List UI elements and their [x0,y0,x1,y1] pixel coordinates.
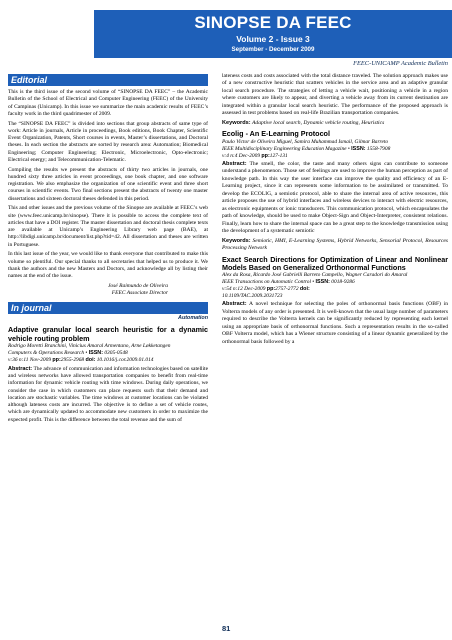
article-abstract: Abstract: The smell, the color, the taste and many others signs can contribute to someone understand a phenomenon. Those set of feelings are used to improve the human perception as part of knowledge path. In this way the user interface can improve the quality and efficiency of an E-Learning project, since it can represents some information to be assimilated or transmitted. To develop the ECOLIG, a semiotic protocol, able to share the internal area of active resources, this article proposes the use of hybrid interfaces and wireless devices to interact with electric resources, as electronic equipments or ionic transducers. This communication protocol, which encapsulates the path of knowledge, should be used to make Object-Sign and Object-Interpreter, consistent relations. Finally, learn how to share the internal space can be a great step to the knowledge transmission using the development of a systematic semiotic [222,160,448,235]
left-column [8,74,208,426]
article-volume: v:54 n:12 Dec-2009 pp:2757-2772 doi: [222,286,310,293]
header-banner [94,10,452,58]
article-title: Exact Search Directions for Optimization of Linear and Nonlinear Models Based on Generalized Orthonormal Functions [222,254,448,272]
editorial-paragraph: The “SINOPSE DA FEEC” is divided into sections that group abstracts of same type of work: Article in journals, Article in proceedings, Book editions, Book Chapter, Scientific Event Organization, Patents, Short courses in events, Master’s dissertations, and Doctoral theses. In each section the abstracts are sorted by research area: Automation; Biomedical Engineering; Computer Engineering; Electronic, Microelectronic, Opto-electronic; Electrical energy; and Telecommunication-Telematic. [8,120,208,163]
abstract-continued: lateness costs and costs associated with the total distance traveled. The solution approach makes use of a new constructive heuristic that scatters vehicles in the service area and an adaptive granular local search procedure. The strategies of letting a vehicle wait, positioning a vehicle in a region where customers are likely to appear, and diverting a vehicle away from its current destination are integrated within a granular local search heuristic. The performance of the proposed approach is assessed in test problems based on real-life Brazilian transportation companies. [222,73,448,117]
issue-date: September - December 2009 [231,46,315,53]
bulletin-subtitle: FEEC-UNICAMP Academic Bulletin [353,60,448,67]
bulletin-title: SINOPSE DA FEEC [194,13,352,32]
article-source: IEEE Transactions on Automatic Control • ISSN: 0018-9286 [222,279,355,286]
editorial-heading: Editorial [8,74,208,86]
article-authors: Rodrigo Moretti Branchini, Vinicius Amaral Armentano, Arne Løkketangen [8,342,171,349]
article-source: Computers & Operations Research • ISSN: 0305-0548 [8,349,128,356]
volume-issue: Volume 2 - Issue 3 [236,34,310,44]
in-journal-heading: In journal [8,302,208,314]
article-abstract: Abstract: The advance of communication and information technologies based on satellite and wireless networks have allowed transportation companies to benefit from real-time information for dynamic vehicle routing with time windows. During daily operations, we consider the case in which customers can place requests such that their demand and location are stochastic variables. The time windows at customer locations can be violated although lateness costs are incurred. The objective is to define a set of vehicle routes, which are dynamically updated to accommodate new customers in order to maximize the expected profit. This is the difference between the total revenue and the sum of [8,365,209,423]
doi-link[interactable]: 10.1109/TAC.2009.2031723 [222,293,283,300]
article-volume: v:4 n:4 Dec-2009 pp:127-131 [222,152,288,159]
article-abstract: Abstract: A novel technique for selecting the poles of orthonormal basis functions (OBF) in Volterra models of any order is presented. It is well-known that the usual large number of parameters required to describe the Volterra kernels can be significantly reduced by representing each kernel using an appropriate basis of orthonormal functions. Such a representation results in the so-called OBF Volterra model, which has a Wiener structure consisting of a linear dynamic generalized by the orthonormal basis followed by a [222,301,448,345]
article-authors: Alex da Rosa, Ricardo José Gabrielli Barreto Campello, Wagner Caradori do Amaral [222,272,408,279]
doi-link[interactable]: 10.1016/j.cor.2009.01.014 [96,356,154,363]
article-title: Ecolig - An E-Learning Protocol [222,129,330,139]
signature-role: FEEC Associate Director [111,290,168,296]
editorial-paragraph: Compiling the results we present the abstracts of thirty two articles in journals, one hundred sixty three articles in event proceedings, one book chapter, and one software registration. We also emphasize the organization of one scientific event and three short courses in scientific events. Two final sections present the abstracts of twenty one master dissertations and sixteen doctoral theses defended in this period. [8,166,208,202]
keywords: Keywords: Semiotic, HMI, E-Learning Systems, Hybrid Networks, Sensorial Protocol, Resources Processing Network [222,237,448,252]
article-authors: Paulo Victor de Oliveira Miguel, Samira Muhammad Ismail, Gilmar Barreto [222,138,389,145]
editorial-paragraph: In this last issue of the year, we would like to thank everyone that contributed to make this volume so plentiful. Our special thanks to all secretaries that helped us to produce it. We thank the authors and the new Masters and Doctors, and acknowledge all by listing their names at the end of the issue. [8,251,208,279]
signature-name: José Raimundo de Oliveira [107,282,168,289]
article-volume: v:36 n:11 Nov-2009 pp:2955-2968 doi: 10.1016/j.cor.2009.01.014 [8,356,154,363]
article-source: IEEE Multidisciplinary Engineering Education Magazine • ISSN: 1558-7908 [222,145,391,152]
page-number: 81 [222,624,231,633]
editorial-paragraph: This and other issues and the previous volume of the Sinopse are available at FEEC’s web site (www.feec.unicamp.br/sinopse). There it is possible to access the complete text of articles that have a DOI register. The master dissertation and doctoral thesis complete texts are available at Unicamp’s Engineering Library web page (BAE), at http://libdigi.unicamp.br/document/list.php?tid=42. All dissertation and theses are written in Portuguese. [8,205,208,248]
article-title: Adaptive granular local search heuristic for a dynamic vehicle routing problem [8,325,208,343]
area-label: Automation [178,315,208,322]
right-column [222,73,448,348]
keywords: Keywords: Adaptive local search, Dynamic vehicle routing, Heuristics [222,119,385,126]
editorial-paragraph: This is the third issue of the second volume of “SINOPSE DA FEEC” – the Academic Bulletin of the School of Electrical and Computer Engineering (FEEC) of the University of Campinas (Unicamp). In this issue we summarize the main academic results of FEEC’s faculty work in the third quadrimester of 2009. [8,89,208,117]
